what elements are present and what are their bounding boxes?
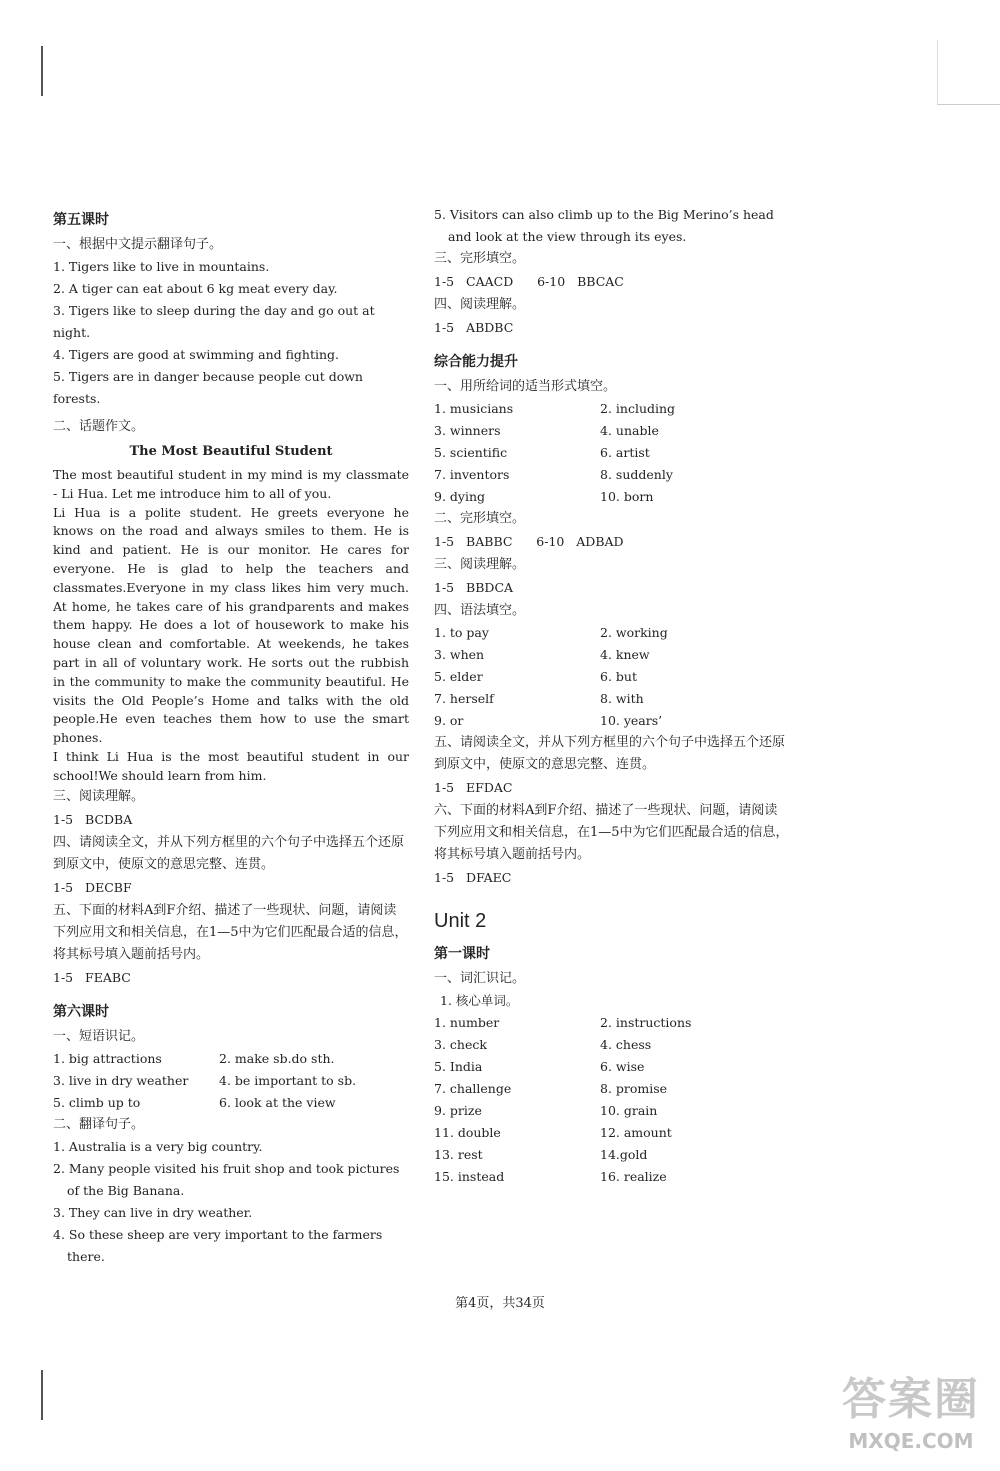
translate-item: 3. Tigers like to sleep during the day and go out at night. (53, 303, 375, 340)
grammar-item: 2. working (600, 625, 668, 640)
word-form-item: 7. inventors (434, 467, 510, 482)
essay-paragraph-3: I think Li Hua is the most beautiful student in our school!We should learn from him. (53, 748, 409, 783)
cloze-answers: 1-5 CAACD 6-10 BBCAC (434, 274, 624, 289)
core-word-item: 15. instead (434, 1169, 505, 1184)
grammar-item: 10. years’ (600, 713, 663, 728)
translate-item: 1. Tigers like to live in mountains. (53, 259, 270, 274)
translate2-item-5: 5. Visitors can also climb up to the Big Merino’s head and look at the view through its eyes. (434, 207, 774, 244)
reading2-answers: 1-5 ABDBC (434, 320, 514, 335)
word-form-item: 4. unable (600, 423, 659, 438)
grammar-grid (434, 622, 790, 732)
section-matching2-title: 六、下面的材料A到F介绍、描述了一些现状、问题，请阅读下列应用文和相关信息，在1—5中为它们匹配最合适的信息，将其标号填入题前括号内。 (434, 803, 789, 862)
corner-decoration (937, 40, 1000, 105)
section-cloze2-title: 二、完形填空。 (434, 511, 526, 526)
word-form-item: 2. including (600, 401, 676, 416)
phrase-item: 3. live in dry weather (53, 1072, 189, 1088)
word-form-item: 1. musicians (434, 401, 514, 416)
core-word-item: 12. amount (600, 1125, 672, 1140)
core-word-item: 6. wise (600, 1059, 645, 1074)
watermark-site: MXQE.COM (848, 1429, 974, 1453)
core-word-item: 14.gold (600, 1147, 648, 1162)
unit-title: Unit 2 (434, 910, 487, 932)
essay-paragraph-2: Li Hua is a polite student. He greets everyone he knows on the road and always smiles to them. He is kind and patient. He is our monitor. He cares for everyone. He is glad to help the teachers and classmates.Everyone in my class likes him very much. At home, he takes care of his grandparents and makes them happy. He does a lot of housework to make his house clean and comfortable. At weekends, he takes part in all of voluntary work. He sorts out the rubbish in the community to make the community beautiful. He visits the Old People’s Home and talks with the old people.He even teaches them how to use the smart phones. (53, 504, 409, 746)
section-phrases-title: 一、短语识记。 (53, 1028, 145, 1044)
reading-answers: 1-5 BCDBA (53, 811, 133, 827)
section-essay-title: 二、话题作文。 (53, 419, 145, 434)
section-word-form-title: 一、用所给词的适当形式填空。 (434, 379, 617, 394)
translate2-item: 4. So these sheep are very important to the farmers there. (53, 1226, 383, 1264)
sentence-fill2-answers: 1-5 EFDAC (434, 780, 513, 795)
core-word-item: 7. challenge (434, 1081, 512, 1096)
phrases-grid (53, 1048, 409, 1114)
essay-heading: The Most Beautiful Student (129, 444, 333, 459)
core-word-item: 5. India (434, 1059, 483, 1074)
translate-item: 5. Tigers are in danger because people cut down forests. (53, 369, 363, 406)
grammar-item: 7. herself (434, 691, 494, 706)
crop-mark-top (41, 46, 43, 96)
translate-item: 4. Tigers are good at swimming and fighting. (53, 347, 340, 362)
section-sentence-fill-title: 四、请阅读全文，并从下列方框里的六个句子中选择五个还原到原文中，使原文的意思完整、连贯。 (53, 834, 405, 872)
unit-lesson1-title: 第一课时 (434, 946, 490, 962)
grammar-item: 4. knew (600, 647, 650, 662)
word-form-item: 3. winners (434, 423, 501, 438)
section-grammar-title: 四、语法填空。 (434, 603, 526, 618)
core-word-item: 11. double (434, 1125, 501, 1140)
lesson6-title: 第六课时 (53, 1003, 109, 1020)
translate2-item: 2. Many people visited his fruit shop and took pictures of the Big Banana. (53, 1160, 400, 1198)
phrase-item: 4. be important to sb. (219, 1072, 357, 1088)
translate-item: 2. A tiger can eat about 6 kg meat every day. (53, 281, 338, 296)
core-words-subtitle: 1. 核心单词。 (440, 993, 519, 1008)
section-sentence-fill2-title: 五、请阅读全文，并从下列方框里的六个句子中选择五个还原到原文中，使原文的意思完整、连贯。 (434, 735, 786, 772)
grammar-item: 3. when (434, 647, 485, 662)
word-form-item: 9. dying (434, 489, 486, 504)
phrase-item: 6. look at the view (219, 1094, 336, 1110)
word-form-grid (434, 398, 790, 508)
crop-mark-bottom (41, 1370, 43, 1420)
matching-answers: 1-5 FEABC (53, 969, 131, 985)
core-word-item: 16. realize (600, 1169, 667, 1184)
grammar-item: 6. but (600, 669, 637, 684)
core-word-item: 1. number (434, 1015, 500, 1030)
core-word-item: 10. grain (600, 1103, 658, 1118)
matching2-answers: 1-5 DFAEC (434, 870, 512, 885)
left-column (53, 204, 409, 1268)
translate2-list (53, 1136, 409, 1268)
core-word-item: 8. promise (600, 1081, 668, 1096)
core-word-item: 3. check (434, 1037, 487, 1052)
word-form-item: 10. born (600, 489, 654, 504)
grammar-item: 8. with (600, 691, 644, 706)
phrase-item: 5. climb up to (53, 1094, 141, 1110)
section-translate-title: 一、根据中文提示翻译句子。 (53, 237, 223, 252)
translate-list (53, 256, 409, 410)
word-form-item: 6. artist (600, 445, 650, 460)
core-word-item: 4. chess (600, 1037, 652, 1052)
word-form-item: 5. scientific (434, 445, 508, 460)
translate2-item: 1. Australia is a very big country. (53, 1138, 263, 1154)
comprehensive-title: 综合能力提升 (434, 354, 518, 370)
cloze2-answers: 1-5 BABBC 6-10 ADBAD (434, 534, 624, 549)
watermark (826, 1372, 996, 1468)
section-vocab-title: 一、词汇识记。 (434, 971, 526, 986)
grammar-item: 5. elder (434, 669, 483, 684)
section-cloze-title: 三、完形填空。 (434, 251, 526, 266)
core-word-item: 9. prize (434, 1103, 482, 1118)
watermark-logo: 答案圈 (842, 1374, 980, 1425)
core-words-grid (434, 1012, 790, 1188)
translate2-item: 3. They can live in dry weather. (53, 1204, 253, 1220)
sentence-fill-answers: 1-5 DECBF (53, 879, 132, 895)
core-word-item: 2. instructions (600, 1015, 692, 1030)
word-form-item: 8. suddenly (600, 467, 673, 482)
page-footer: 第4页，共34页 (455, 1296, 545, 1311)
section-reading-title: 三、阅读理解。 (53, 788, 145, 804)
phrase-item: 2. make sb.do sth. (219, 1050, 335, 1066)
right-column (434, 204, 790, 1188)
section-reading3-title: 三、阅读理解。 (434, 557, 526, 572)
section-reading2-title: 四、阅读理解。 (434, 297, 526, 312)
essay-paragraph-1: The most beautiful student in my mind is my classmate - Li Hua. Let me introduce him to all of you. (53, 467, 409, 501)
reading3-answers: 1-5 BBDCA (434, 580, 514, 595)
grammar-item: 1. to pay (434, 625, 489, 640)
section-translate2-title: 二、翻译句子。 (53, 1116, 145, 1132)
core-word-item: 13. rest (434, 1147, 483, 1162)
lesson5-title: 第五课时 (53, 212, 109, 228)
phrase-item: 1. big attractions (53, 1050, 162, 1066)
grammar-item: 9. or (434, 713, 464, 728)
section-matching-title: 五、下面的材料A到F介绍、描述了一些现状、问题，请阅读下列应用文和相关信息，在1—5中为它们匹配最合适的信息，将其标号填入题前括号内。 (53, 902, 408, 962)
